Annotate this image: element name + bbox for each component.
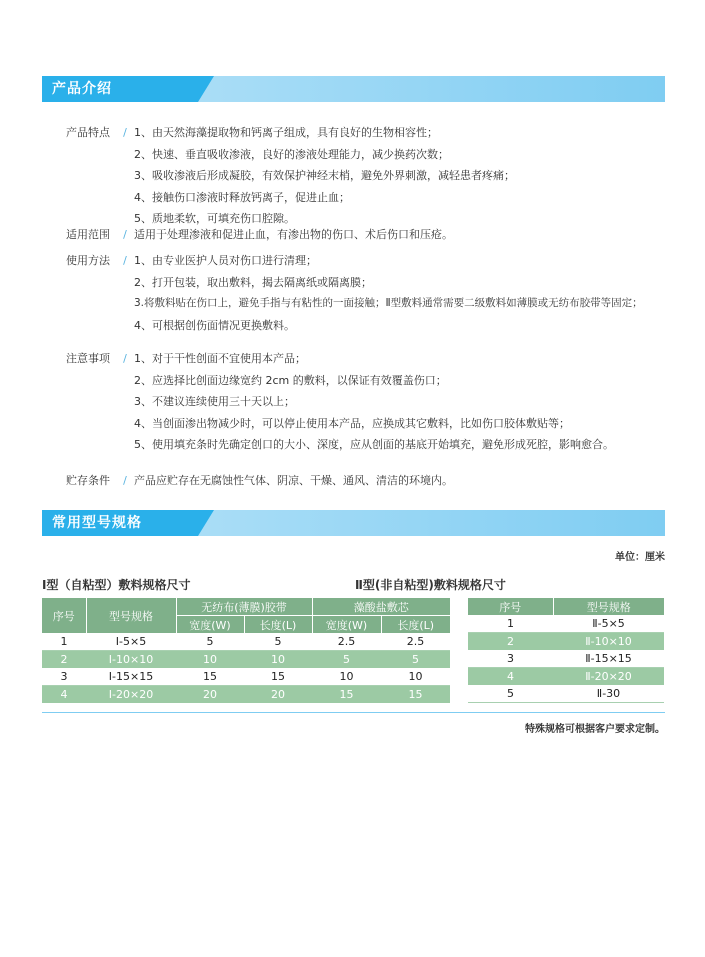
table-row bbox=[468, 633, 664, 651]
slash-separator: / bbox=[123, 254, 127, 267]
table-row bbox=[42, 633, 450, 651]
slash-separator: / bbox=[123, 352, 127, 365]
divider-line bbox=[42, 712, 665, 713]
type2-spec-table bbox=[468, 598, 664, 703]
cell: 15 bbox=[244, 668, 312, 686]
col-group-core: 藻酸盐敷芯 bbox=[312, 598, 450, 616]
unit-label: 单位：厘米 bbox=[615, 552, 665, 563]
storage-section bbox=[66, 470, 453, 492]
col-header-length: 长度(L) bbox=[244, 616, 312, 634]
table-row bbox=[468, 685, 664, 703]
specs-title: 常用型号规格 bbox=[52, 515, 142, 531]
col-header-width: 宽度(W) bbox=[312, 616, 381, 634]
cell: 4 bbox=[468, 668, 553, 686]
cell: 4 bbox=[42, 686, 86, 704]
scope-section bbox=[66, 224, 453, 246]
cell: 20 bbox=[244, 686, 312, 704]
cell: 10 bbox=[244, 651, 312, 669]
col-header-length: 长度(L) bbox=[381, 616, 450, 634]
features-item: 3、吸收渗液后形成凝胶，有效保护神经末梢，避免外界刺激，减轻患者疼痛； bbox=[134, 169, 515, 182]
cell: Ⅱ-15×15 bbox=[553, 650, 664, 668]
table-row bbox=[468, 668, 664, 686]
notes-label: 注意事项 bbox=[66, 352, 110, 365]
notes-item: 1、对于干性创面不宜使用本产品； bbox=[134, 352, 306, 365]
col-header-no: 序号 bbox=[468, 598, 553, 615]
scope-label: 适用范围 bbox=[66, 228, 110, 241]
features-item: 5、质地柔软，可填充伤口腔隙。 bbox=[134, 212, 295, 225]
slash-separator: / bbox=[123, 228, 127, 241]
notes-item: 4、当创面渗出物减少时，可以停止使用本产品，应换成其它敷料，比如伤口胶体敷贴等； bbox=[134, 416, 570, 430]
storage-item: 产品应贮存在无腐蚀性气体、阴凉、干燥、通风、清洁的环境内。 bbox=[134, 474, 453, 487]
table-row bbox=[42, 668, 450, 686]
usage-label: 使用方法 bbox=[66, 254, 110, 267]
cell: 2.5 bbox=[312, 633, 381, 651]
features-section bbox=[66, 122, 515, 230]
cell: Ⅰ-10×10 bbox=[86, 651, 176, 669]
notes-item: 2、应选择比创面边缘宽约 2cm 的敷料，以保证有效覆盖伤口； bbox=[134, 373, 447, 387]
cell: 1 bbox=[42, 633, 86, 651]
slash-separator: / bbox=[123, 126, 127, 139]
table-row bbox=[42, 651, 450, 669]
table-row bbox=[42, 686, 450, 704]
col-header-no: 序号 bbox=[42, 598, 86, 633]
cell: 2 bbox=[468, 633, 553, 651]
cell: 2 bbox=[42, 651, 86, 669]
slash-separator: / bbox=[123, 474, 127, 487]
features-item: 2、快速、垂直吸收渗液，良好的渗液处理能力，减少换药次数； bbox=[134, 147, 449, 161]
notes-item: 5、使用填充条时先确定创口的大小、深度，应从创面的基底开始填充，避免形成死腔，影响愈合。 bbox=[134, 438, 614, 451]
table-row bbox=[468, 615, 664, 633]
cell: Ⅱ-30 bbox=[553, 685, 664, 703]
product-intro-title: 产品介绍 bbox=[52, 81, 112, 97]
usage-section bbox=[66, 250, 643, 336]
cell: 20 bbox=[176, 686, 244, 704]
table1-title: Ⅰ型（自粘型）敷料规格尺寸 bbox=[42, 578, 191, 592]
cell: 5 bbox=[312, 651, 381, 669]
col-header-width: 宽度(W) bbox=[176, 616, 244, 634]
features-item: 4、接触伤口渗液时释放钙离子，促进止血； bbox=[134, 190, 350, 204]
storage-label: 贮存条件 bbox=[66, 474, 110, 487]
features-item: 1、由天然海藻提取物和钙离子组成，具有良好的生物相容性； bbox=[134, 126, 438, 139]
usage-item: 2、打开包装，取出敷料，揭去隔离纸或隔离膜； bbox=[134, 275, 372, 289]
table-row bbox=[468, 650, 664, 668]
cell: 15 bbox=[176, 668, 244, 686]
cell: 5 bbox=[176, 633, 244, 651]
cell: 10 bbox=[381, 668, 450, 686]
col-header-model: 型号规格 bbox=[86, 598, 176, 633]
cell: 10 bbox=[312, 668, 381, 686]
usage-item: 1、由专业医护人员对伤口进行清理； bbox=[134, 254, 317, 267]
cell: 5 bbox=[468, 685, 553, 703]
product-intro-banner bbox=[42, 76, 665, 102]
notes-section bbox=[66, 348, 614, 456]
footnote: 特殊规格可根据客户要求定制。 bbox=[525, 724, 665, 735]
cell: 3 bbox=[42, 668, 86, 686]
scope-item: 适用于处理渗液和促进止血，有渗出物的伤口、术后伤口和压疮。 bbox=[134, 228, 453, 241]
cell: 5 bbox=[244, 633, 312, 651]
cell: 15 bbox=[381, 686, 450, 704]
cell: Ⅱ-20×20 bbox=[553, 668, 664, 686]
cell: Ⅰ-20×20 bbox=[86, 686, 176, 704]
cell: 2.5 bbox=[381, 633, 450, 651]
specs-banner bbox=[42, 510, 665, 536]
col-header-model: 型号规格 bbox=[553, 598, 664, 615]
col-group-tape: 无纺布(薄膜)胶带 bbox=[176, 598, 312, 616]
cell: 1 bbox=[468, 615, 553, 633]
cell: 10 bbox=[176, 651, 244, 669]
cell: 5 bbox=[381, 651, 450, 669]
cell: Ⅱ-5×5 bbox=[553, 615, 664, 633]
cell: Ⅰ-5×5 bbox=[86, 633, 176, 651]
type1-spec-table bbox=[42, 598, 450, 703]
cell: 15 bbox=[312, 686, 381, 704]
notes-item: 3、不建议连续使用三十天以上； bbox=[134, 395, 295, 408]
cell: 3 bbox=[468, 650, 553, 668]
cell: Ⅱ-10×10 bbox=[553, 633, 664, 651]
usage-item: 3.将敷料贴在伤口上，避免手指与有粘性的一面接触；Ⅱ型敷料通常需要二级敷料如薄膜或无纺布胶带等固定； bbox=[134, 297, 643, 309]
cell: Ⅰ-15×15 bbox=[86, 668, 176, 686]
usage-item: 4、可根据创伤面情况更换敷料。 bbox=[134, 318, 295, 332]
features-label: 产品特点 bbox=[66, 126, 110, 139]
table2-title: Ⅱ型(非自粘型)敷料规格尺寸 bbox=[355, 578, 506, 592]
